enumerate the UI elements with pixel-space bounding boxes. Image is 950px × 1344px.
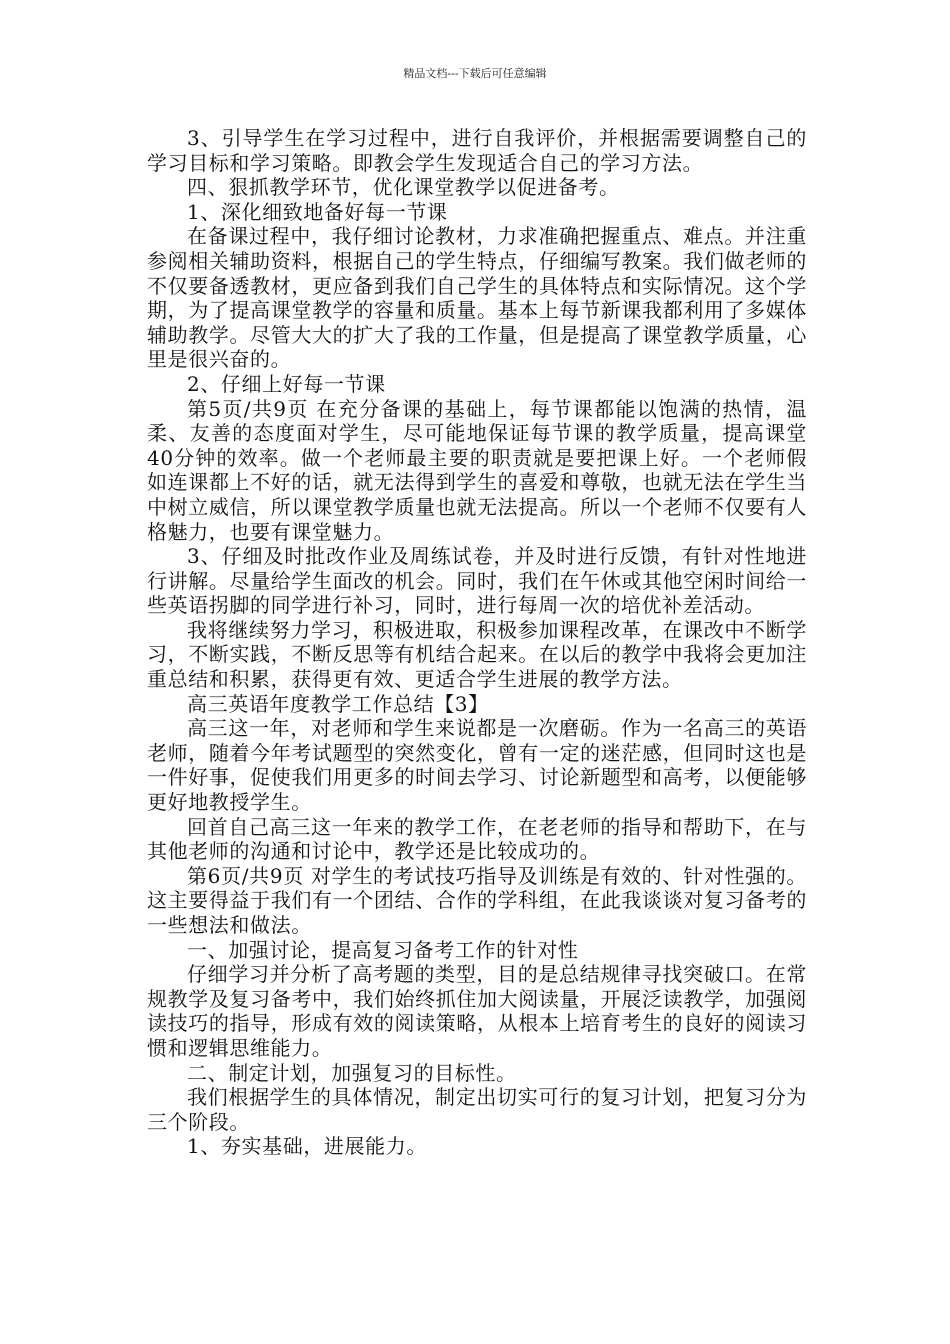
article-title-summary-3: 高三英语年度教学工作总结【3】 — [187, 691, 489, 716]
subheading-prepare-lessons: 1、深化细致地备好每一节课 — [187, 199, 448, 224]
paragraph-continue-learning: 我将继续努力学习，积极进取，积极参加课程改革，在课改中不断学习，不断实践，不断反思等有机结合起来。在以后的教学中我将会更加注重总结和积累，获得更有效、更适合学生进展的教学方法。 — [147, 617, 807, 692]
paragraph-exam-analysis: 仔细学习并分析了高考题的类型，目的是总结规律寻找突破口。在常规教学及复习备考中，我们始终抓住加大阅读量，开展泛读教学，加强阅读技巧的指导，形成有效的阅读策略，从根本上培育考生的良好的阅读习惯和逻辑思维能力。 — [147, 962, 807, 1060]
page-header: 精品文档---下载后可任意编辑 — [403, 67, 547, 80]
paragraph-senior-year: 高三这一年，对老师和学生来说都是一次磨砺。作为一名高三的英语老师，随着今年考试题型的突然变化，曾有一定的迷茫感，但同时这也是一件好事，促使我们用更多的时间去学习、讨论新题型和高考，以便能够更好地教授学生。 — [147, 716, 807, 815]
paragraph-looking-back: 回首自己高三这一年来的教学工作，在老老师的指导和帮助下，在与其他老师的沟通和讨论中，教学还是比较成功的。 — [147, 814, 807, 864]
section-heading-strengthen-discussion: 一、加强讨论，提高复习备考工作的针对性 — [187, 937, 579, 962]
paragraph-homework-feedback: 3、仔细及时批改作业及周练试卷，并及时进行反馈，有针对性地进行讲解。尽量给学生面改的机会。同时，我们在午休或其他空闲时间给一些英语拐脚的同学进行补习，同时，进行每周一次的培优补差活动。 — [147, 544, 807, 618]
section-heading-teaching-links: 四、狠抓教学环节，优化课堂教学以促进备考。 — [187, 175, 620, 200]
document-body — [147, 126, 807, 1159]
paragraph-exam-skills: 第6页/共9页 对学生的考试技巧指导及训练是有效的、针对性强的。这主要得益于我们有一个团结、合作的学科组，在此我谈谈对复习备考的一些想法和做法。 — [147, 863, 807, 937]
section-heading-make-plan: 二、制定计划，加强复习的目标性。 — [187, 1060, 517, 1085]
subheading-teach-lessons: 2、仔细上好每一节课 — [187, 371, 386, 396]
paragraph-review-plan: 我们根据学生的具体情况，制定出切实可行的复习计划，把复习分为三个阶段。 — [147, 1085, 807, 1134]
paragraph-lesson-preparation: 在备课过程中，我仔细讨论教材，力求准确把握重点、难点。并注重参阅相关辅助资料，根据自己的学生特点，仔细编写教案。我们做老师的不仅要备透教材，更应备到我们自己学生的具体特点和实际情况。这个学期，为了提高课堂教学的容量和质量。基本上每节新课我都利用了多媒体辅助教学。尽管大大的扩大了我的工作量，但是提高了课堂教学质量，心里是很兴奋的。 — [147, 224, 807, 372]
subheading-solid-foundation: 1、夯实基础，进展能力。 — [187, 1134, 427, 1159]
paragraph-classroom-teaching: 第5页/共9页 在充分备课的基础上，每节课都能以饱满的热情，温柔、友善的态度面对学生，尽可能地保证每节课的教学质量，提高课堂40分钟的效率。做一个老师最主要的职责就是要把课上好。一个老师假如连课都上不好的话，就无法得到学生的喜爱和尊敬，也就无法在学生当中树立威信，所以课堂教学质量也就无法提高。所以一个老师不仅要有人格魅力，也要有课堂魅力。 — [147, 396, 807, 544]
paragraph-self-evaluation: 3、引导学生在学习过程中，进行自我评价，并根据需要调整自己的学习目标和学习策略。即教会学生发现适合自己的学习方法。 — [147, 126, 807, 175]
